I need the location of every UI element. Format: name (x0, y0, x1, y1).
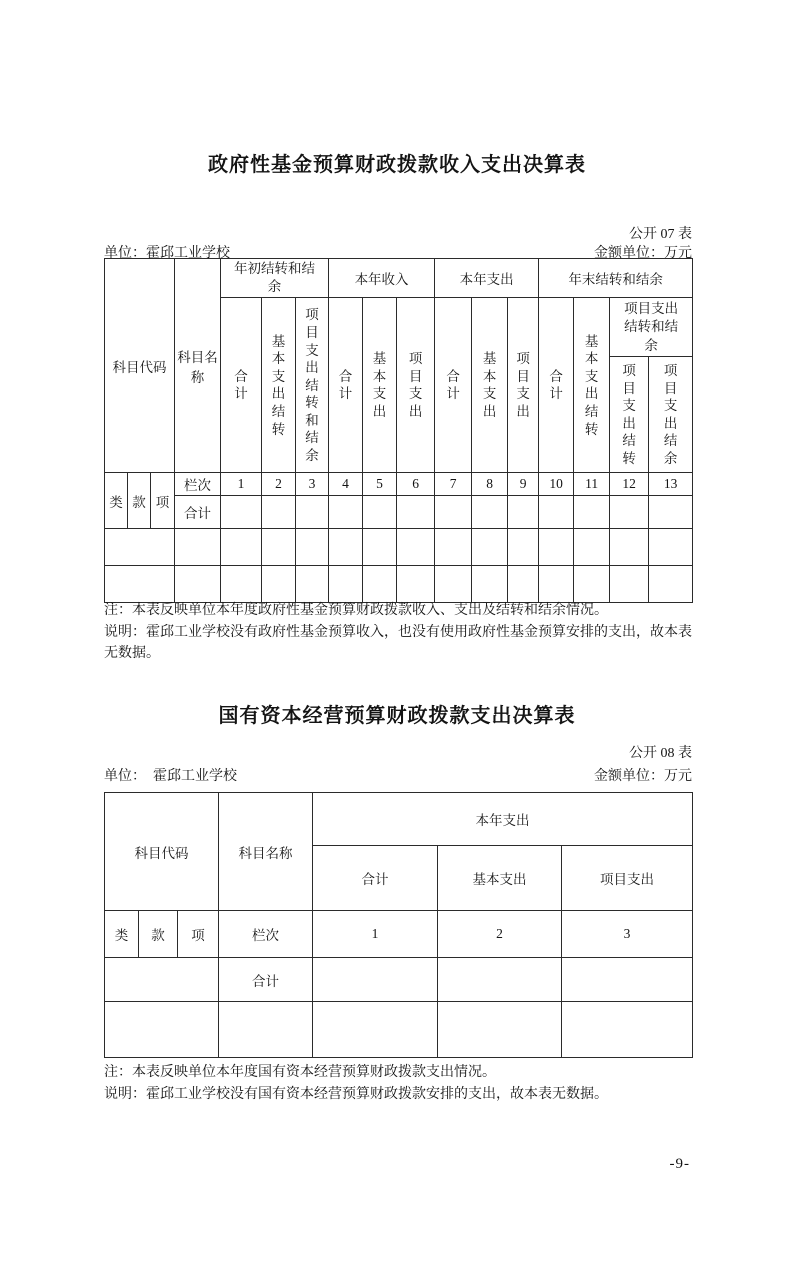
header-group-end-balance: 年末结转和结余 (539, 259, 693, 298)
table2-form-no: 公开 08 表 (629, 746, 692, 761)
empty-cell (435, 529, 472, 566)
table2-title: 国有资本经营预算财政拨款支出决算表 (218, 705, 576, 727)
empty-cell (329, 529, 363, 566)
col-number: 2 (438, 911, 562, 958)
empty-cell (472, 566, 508, 603)
col-number: 1 (221, 473, 262, 496)
header-col-project-expense: 项目支出 (562, 846, 693, 911)
header-col-project-carryover: 项目支出结转和结余 (296, 298, 329, 473)
header-subject-code: 科目代码 (105, 793, 219, 911)
col-number: 3 (562, 911, 693, 958)
table1-unit: 单位：霍邱工业学校 (104, 246, 230, 261)
empty-cell (175, 566, 221, 603)
header-col-total: 合计 (313, 846, 438, 911)
table2-notes (104, 1062, 696, 1105)
table2-remark: 说明：霍邱工业学校没有国有资本经营预算财政拨款安排的支出，故本表无数据。 (104, 1086, 608, 1102)
table1-notes (104, 600, 696, 665)
code-col-item: 项 (151, 473, 175, 529)
header-col-basic-carryover: 基本支出结转 (262, 298, 296, 473)
code-col-section: 款 (128, 473, 151, 529)
header-col-total: 合计 (435, 298, 472, 473)
lanci-label: 栏次 (219, 911, 313, 958)
empty-cell (610, 496, 649, 529)
header-subject-name: 科目名称 (219, 793, 313, 911)
empty-cell (313, 958, 438, 1002)
row-label-total: 合计 (175, 496, 221, 529)
header-col-total: 合计 (539, 298, 574, 473)
code-col-item: 项 (178, 911, 219, 958)
row-label-total: 合计 (219, 958, 313, 1002)
header-col-basic-expense: 基本支出 (438, 846, 562, 911)
header-col-project-carryforward: 项目支出结转 (610, 357, 649, 473)
empty-cell (539, 566, 574, 603)
empty-cell (105, 566, 175, 603)
empty-cell (329, 566, 363, 603)
empty-cell (221, 529, 262, 566)
empty-cell (562, 958, 693, 1002)
empty-cell (438, 1002, 562, 1058)
empty-cell (105, 1002, 219, 1058)
empty-cell (313, 1002, 438, 1058)
header-col-project-expense: 项目支出 (508, 298, 539, 473)
col-number: 11 (574, 473, 610, 496)
empty-cell (105, 529, 175, 566)
empty-cell (105, 958, 219, 1002)
empty-cell (329, 496, 363, 529)
empty-cell (562, 1002, 693, 1058)
empty-cell (221, 496, 262, 529)
col-number: 7 (435, 473, 472, 496)
empty-cell (539, 529, 574, 566)
empty-cell (508, 566, 539, 603)
col-number: 1 (313, 911, 438, 958)
empty-cell (262, 566, 296, 603)
header-col-total: 合计 (329, 298, 363, 473)
empty-cell (472, 496, 508, 529)
table2-note: 注：本表反映单位本年度国有资本经营预算财政拨款支出情况。 (104, 1065, 496, 1080)
empty-cell (262, 529, 296, 566)
empty-cell (649, 496, 693, 529)
header-col-project-expense: 项目支出 (397, 298, 435, 473)
header-group-year-expense: 本年支出 (435, 259, 539, 298)
empty-cell (262, 496, 296, 529)
header-col-basic-expense: 基本支出 (363, 298, 397, 473)
empty-cell (472, 529, 508, 566)
empty-cell (435, 566, 472, 603)
table2-unit: 单位： 霍邱工业学校 (104, 769, 237, 784)
header-subject-code: 科目代码 (105, 259, 175, 473)
lanci-label: 栏次 (175, 473, 221, 496)
empty-cell (574, 566, 610, 603)
empty-cell (508, 529, 539, 566)
empty-cell (296, 566, 329, 603)
col-number: 12 (610, 473, 649, 496)
empty-cell (435, 496, 472, 529)
col-number: 9 (508, 473, 539, 496)
table1-form-no: 公开 07 表 (629, 227, 692, 242)
empty-cell (610, 529, 649, 566)
table1-remark: 说明：霍邱工业学校没有政府性基金预算收入，也没有使用政府性基金预算安排的支出，故本表无数据。 (104, 624, 692, 662)
col-number: 13 (649, 473, 693, 496)
empty-cell (649, 566, 693, 603)
col-number: 10 (539, 473, 574, 496)
col-number: 4 (329, 473, 363, 496)
empty-cell (508, 496, 539, 529)
table1-amount-unit: 金额单位：万元 (594, 246, 692, 261)
col-number: 8 (472, 473, 508, 496)
header-col-basic-expense: 基本支出 (472, 298, 508, 473)
empty-cell (397, 566, 435, 603)
empty-cell (574, 496, 610, 529)
empty-cell (363, 529, 397, 566)
table2-amount-unit: 金额单位：万元 (594, 769, 692, 784)
empty-cell (397, 496, 435, 529)
header-col-basic-carryover: 基本支出结转 (574, 298, 610, 473)
col-number: 2 (262, 473, 296, 496)
empty-cell (539, 496, 574, 529)
header-group-year-income: 本年收入 (329, 259, 435, 298)
header-col-total: 合计 (221, 298, 262, 473)
code-col-section: 款 (139, 911, 178, 958)
empty-cell (397, 529, 435, 566)
empty-cell (649, 529, 693, 566)
empty-cell (175, 529, 221, 566)
col-number: 5 (363, 473, 397, 496)
empty-cell (363, 566, 397, 603)
col-number: 3 (296, 473, 329, 496)
empty-cell (574, 529, 610, 566)
header-group-begin-balance: 年初结转和结余 (221, 259, 329, 298)
header-subject-name: 科目名称 (175, 259, 221, 473)
header-group-year-expense: 本年支出 (313, 793, 693, 846)
empty-cell (219, 1002, 313, 1058)
empty-cell (296, 529, 329, 566)
header-subgroup-project-carryover: 项目支出结转和结余 (610, 298, 693, 357)
gov-fund-budget-table (104, 258, 693, 603)
empty-cell (438, 958, 562, 1002)
empty-cell (296, 496, 329, 529)
table1-title: 政府性基金预算财政拨款收入支出决算表 (208, 154, 586, 176)
empty-cell (363, 496, 397, 529)
code-col-class: 类 (105, 473, 128, 529)
col-number: 6 (397, 473, 435, 496)
code-col-class: 类 (105, 911, 139, 958)
page-number: -9- (669, 1156, 690, 1172)
table1-note: 注：本表反映单位本年度政府性基金预算财政拨款收入、支出及结转和结余情况。 (104, 603, 608, 618)
state-capital-budget-table (104, 792, 693, 1058)
empty-cell (221, 566, 262, 603)
empty-cell (610, 566, 649, 603)
header-col-project-surplus: 项目支出结余 (649, 357, 693, 473)
